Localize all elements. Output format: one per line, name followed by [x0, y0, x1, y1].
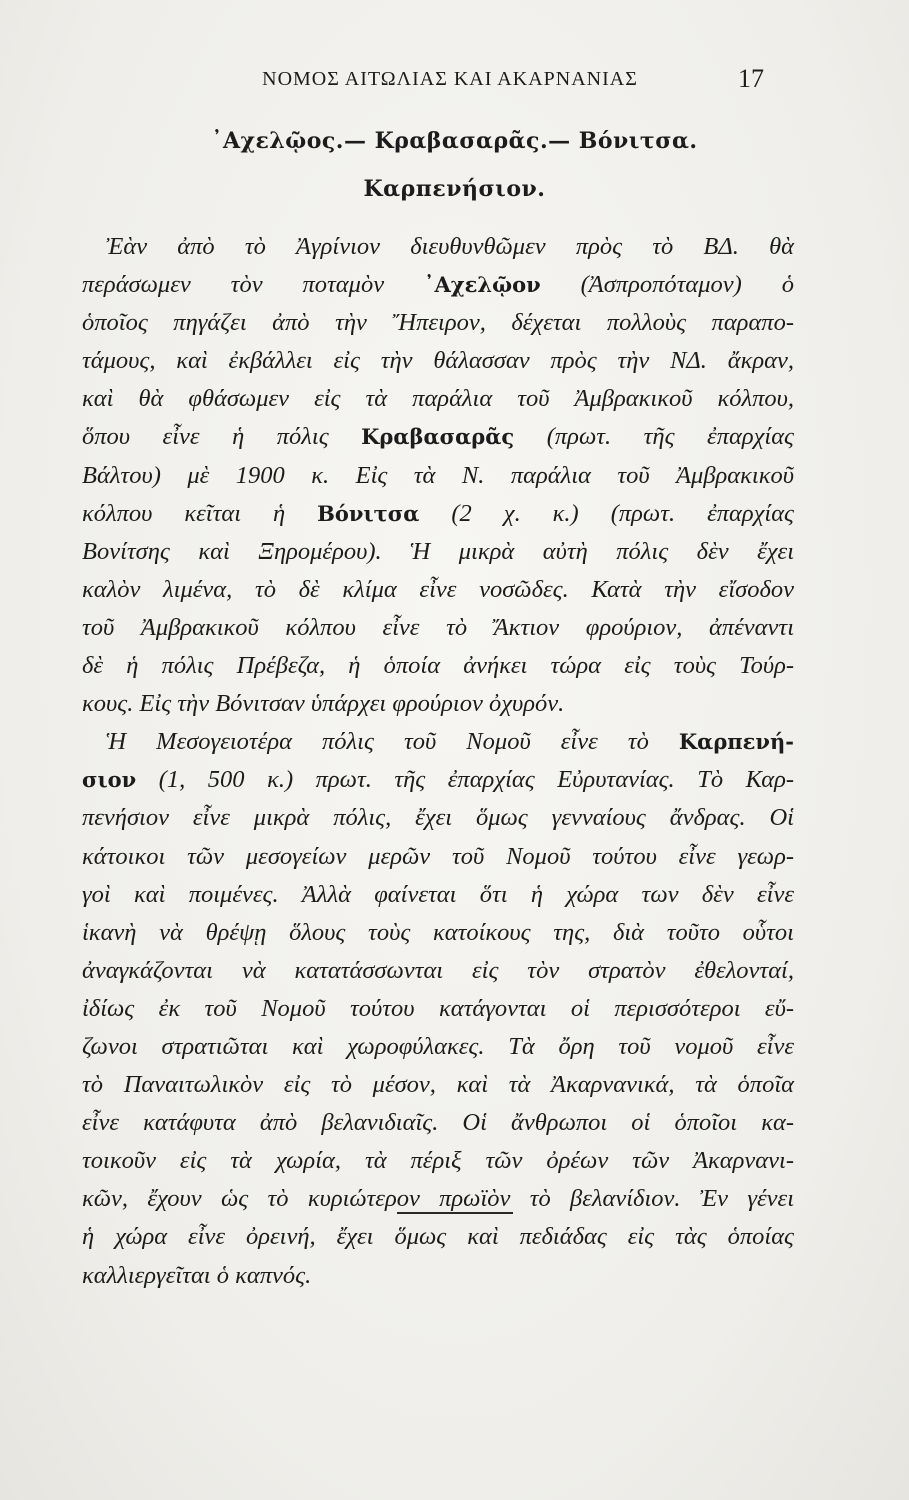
text-segment: Ἡ Μεσογειοτέρα πόλις τοῦ Νομοῦ εἶνε τὸ	[106, 728, 679, 756]
page-number: 17	[738, 64, 764, 93]
text-line	[82, 952, 794, 990]
text-segment: κῶν, ἔχουν ὡς τὸ κυριώτερον πρωϊὸν τὸ βελανίδιον. Ἐν γένει	[82, 1185, 794, 1213]
running-head: ΝΟΜΟΣ ΑΙΤΩΛΙΑΣ ΚΑΙ ΑΚΑΡΝΑΝΙΑΣ	[262, 68, 638, 90]
text-segment: κους. Εἰς τὴν Βόνιτσαν ὑπάρχει φρούριον ὀχυρόν.	[82, 690, 565, 718]
place-name-bold: σιον	[82, 767, 137, 793]
place-name-bold: ᾿Αχελῷον	[424, 272, 541, 298]
text-segment: κόλπου κεῖται ἡ	[82, 499, 318, 527]
text-segment: (Ἀσπροπόταμον) ὁ	[540, 271, 794, 299]
text-segment: ἰδίως ἐκ τοῦ Νομοῦ τούτου κατάγονται οἱ περισσότεροι εὔ-	[82, 994, 794, 1022]
text-segment: (2 χ. κ.) (πρωτ. ἐπαρχίας	[419, 499, 794, 527]
text-segment: δὲ ἡ πόλις Πρέβεζα, ἡ ὁποία ἀνήκει τώρα εἰς τοὺς Τούρ-	[82, 652, 794, 680]
text-segment: ἱκανὴ νὰ θρέψῃ ὅλους τοὺς κατοίκους της, διὰ τοῦτο οὗτοι	[82, 918, 794, 946]
text-segment: ὅπου εἶνε ἡ πόλις	[82, 423, 362, 451]
text-line	[82, 533, 794, 571]
text-segment: τὸ Παναιτωλικὸν εἰς τὸ μέσον, καὶ τὰ Ἀκαρνανικά, τὰ ὁποῖα	[82, 1071, 794, 1099]
text-line	[82, 1028, 794, 1066]
text-segment: (πρωτ. τῆς ἐπαρχίας	[514, 423, 794, 451]
place-name-bold: Καρπενή-	[678, 729, 794, 755]
text-segment: περάσωμεν τὸν ποταμὸν	[82, 271, 424, 299]
text-line	[82, 266, 794, 304]
end-rule	[397, 1212, 513, 1214]
text-segment: κάτοικοι τῶν μεσογείων μερῶν τοῦ Νομοῦ τούτου εἶνε γεωρ-	[82, 842, 794, 870]
text-line	[82, 1257, 794, 1295]
text-line	[82, 799, 794, 837]
text-segment: γοὶ καὶ ποιμένες. Ἀλλὰ φαίνεται ὅτι ἡ χώρα των δὲν εἶνε	[82, 880, 794, 908]
text-line	[82, 1218, 794, 1256]
text-line	[82, 1104, 794, 1142]
text-segment: καὶ θὰ φθάσωμεν εἰς τὰ παράλια τοῦ Ἀμβρακικοῦ κόλπου,	[82, 385, 794, 413]
text-segment: τοικοῦν εἰς τὰ χωρία, τὰ πέριξ τῶν ὀρέων τῶν Ἀκαρνανι-	[82, 1147, 794, 1175]
text-line	[82, 609, 794, 647]
text-segment: καλὸν λιμένα, τὸ δὲ κλίμα εἶνε νοσῶδες. Κατὰ τὴν εἴσοδον	[82, 575, 794, 603]
text-line	[82, 685, 794, 723]
text-segment: (1, 500 κ.) πρωτ. τῆς ἐπαρχίας Εὐρυτανίας. Τὸ Καρ-	[136, 766, 794, 794]
section-title: ᾿Αχελῷος.— Κραβασαρᾶς.— Βόνιτσα.	[211, 128, 698, 154]
text-line	[82, 838, 794, 876]
text-segment: ἡ χώρα εἶνε ὀρεινή, ἔχει ὅμως καὶ πεδιάδας εἰς τὰς ὁποίας	[82, 1223, 794, 1251]
text-line	[82, 990, 794, 1028]
text-line	[82, 571, 794, 609]
text-line	[82, 723, 794, 761]
text-line	[82, 380, 794, 418]
text-segment: Βονίτσης καὶ Ξηρομέρου). Ἡ μικρὰ αὐτὴ πόλις δὲν ἔχει	[82, 537, 794, 565]
text-line	[82, 228, 794, 266]
text-line	[82, 876, 794, 914]
section-title-continued: Καρπενήσιον.	[363, 176, 546, 202]
text-segment: ἀναγκάζονται νὰ κατατάσσωνται εἰς τὸν στρατὸν ἐθελονταί,	[82, 956, 794, 984]
text-line	[82, 418, 794, 456]
text-line	[82, 342, 794, 380]
text-segment: εἶνε κατάφυτα ἀπὸ βελανιδιαῖς. Οἱ ἄνθρωποι οἱ ὁποῖοι κα-	[82, 1109, 794, 1137]
text-line	[82, 647, 794, 685]
text-segment: τοῦ Ἀμβρακικοῦ κόλπου εἶνε τὸ Ἄκτιον φρούριον, ἀπέναντι	[82, 613, 794, 641]
text-segment: καλλιεργεῖται ὁ καπνός.	[82, 1261, 312, 1289]
text-segment: τάμους, καὶ ἐκβάλλει εἰς τὴν θάλασσαν πρὸς τὴν ΝΔ. ἄκραν,	[82, 347, 794, 375]
text-segment: Ἐὰν ἀπὸ τὸ Ἀγρίνιον διευθυνθῶμεν πρὸς τὸ ΒΔ. θὰ	[106, 233, 794, 260]
text-segment: Βάλτου) μὲ 1900 κ. Εἰς τὰ Ν. παράλια τοῦ Ἀμβρακικοῦ	[82, 461, 794, 489]
text-segment: ζωνοι στρατιῶται καὶ χωροφύλακες. Τὰ ὄρη τοῦ νομοῦ εἶνε	[82, 1032, 794, 1060]
text-line	[82, 761, 794, 799]
text-line	[82, 457, 794, 495]
place-name-bold: Κραβασαρᾶς	[361, 424, 515, 450]
text-line	[82, 495, 794, 533]
text-line	[82, 1066, 794, 1104]
place-name-bold: Βόνιτσα	[317, 500, 420, 526]
text-line	[82, 1142, 794, 1180]
text-segment: ὁποῖος πηγάζει ἀπὸ τὴν Ἤπειρον, δέχεται πολλοὺς παραπο-	[82, 309, 794, 337]
text-segment: πενήσιον εἶνε μικρὰ πόλις, ἔχει ὅμως γενναίους ἄνδρας. Οἱ	[82, 804, 794, 832]
text-line	[82, 914, 794, 952]
text-line	[82, 304, 794, 342]
body-paragraphs	[82, 228, 794, 1295]
